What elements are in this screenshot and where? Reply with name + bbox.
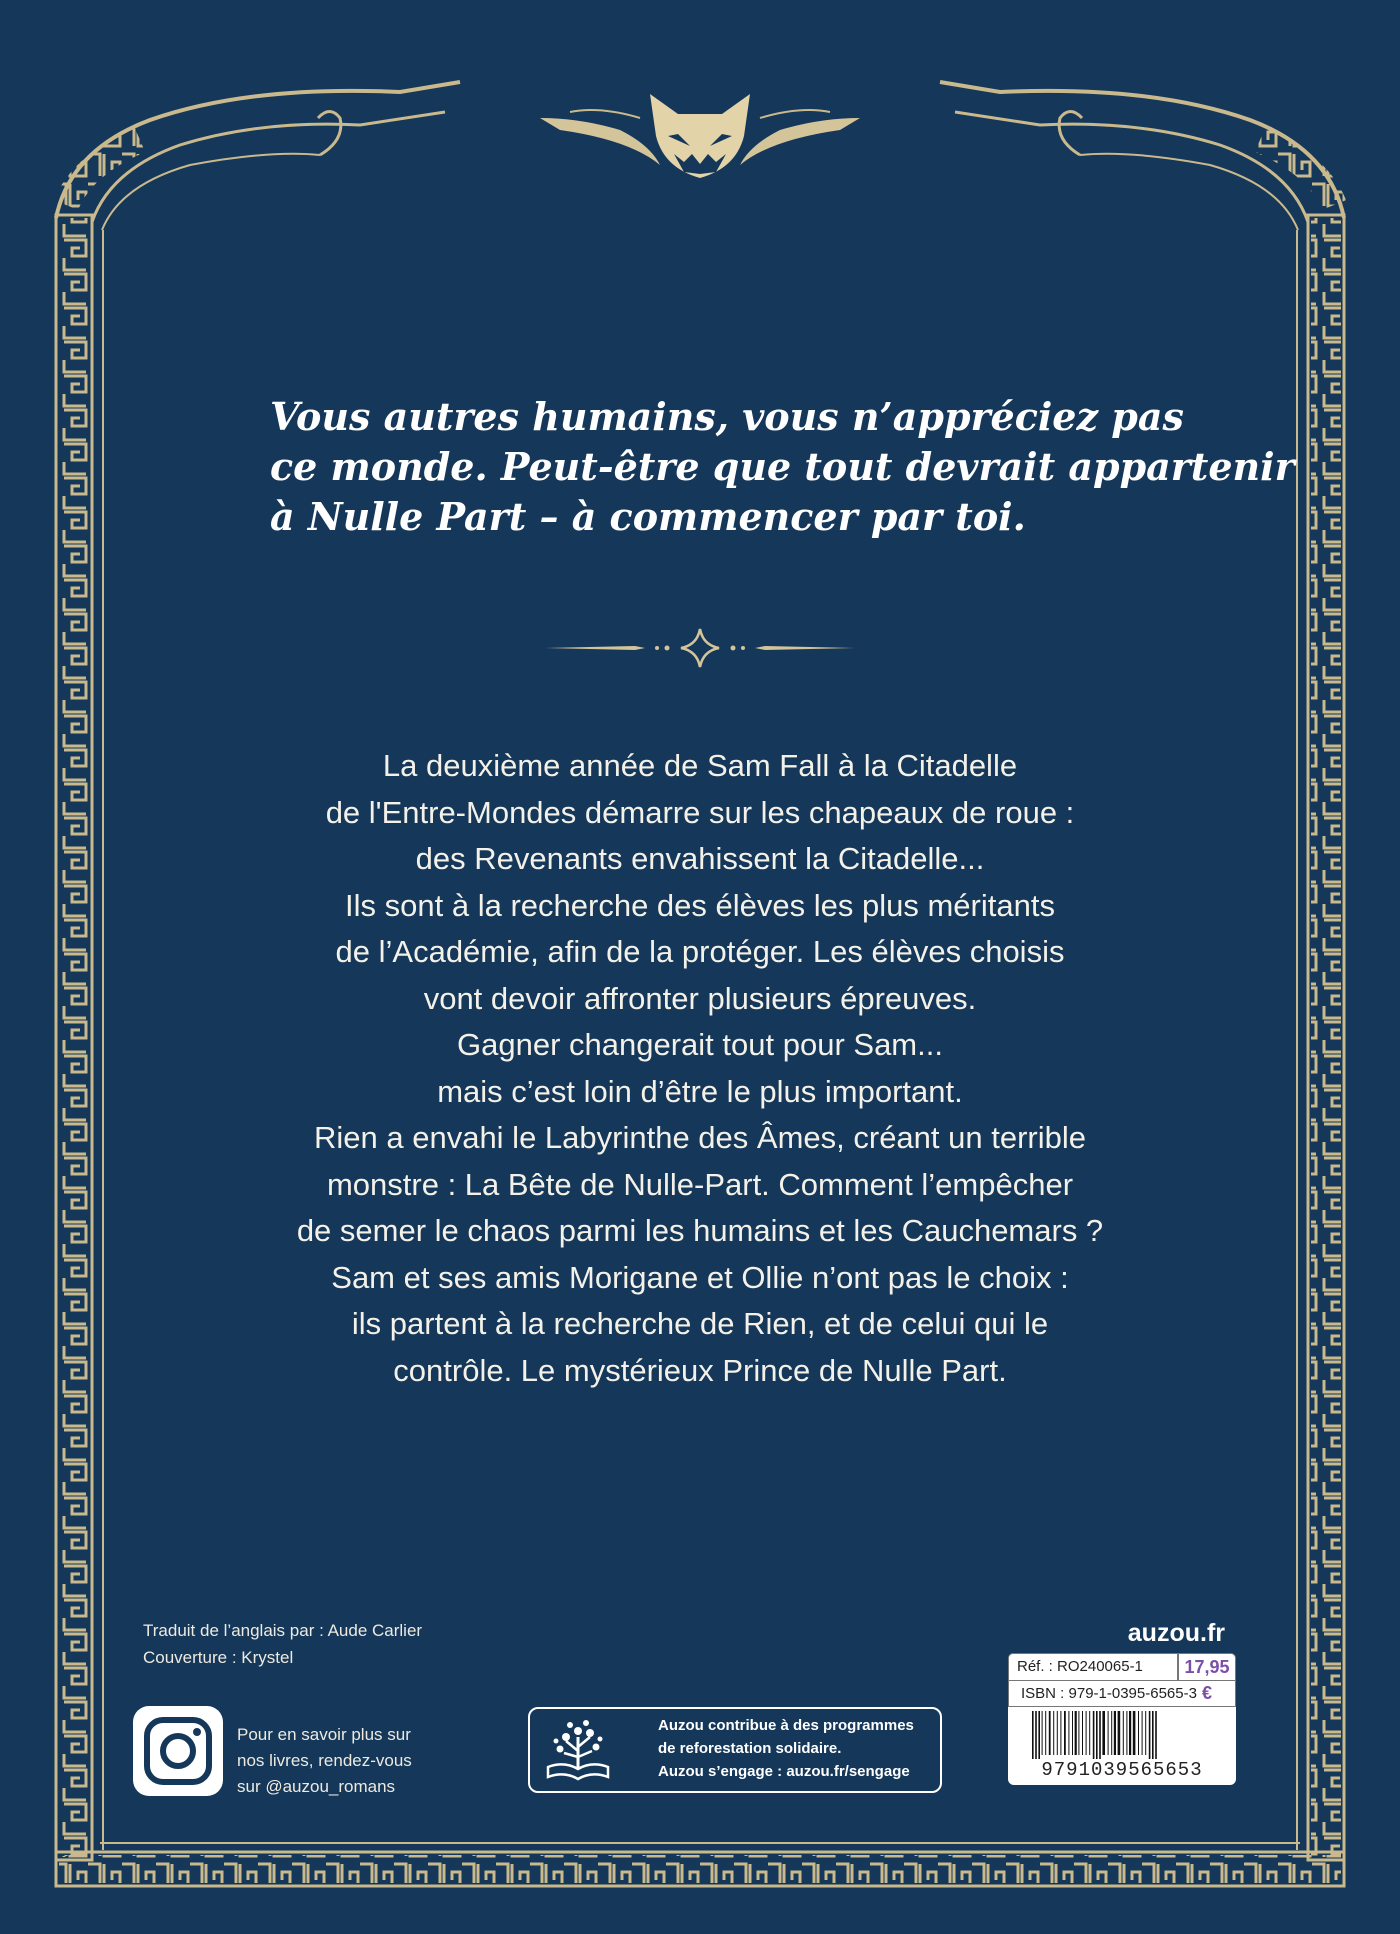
social-line: nos livres, rendez-vous (237, 1751, 412, 1770)
publisher-website[interactable]: auzou.fr (1127, 1619, 1225, 1647)
synopsis-line: Gagner changerait tout pour Sam... (457, 1027, 943, 1062)
barcode-bar (1068, 1711, 1069, 1755)
reforestation-line: Auzou contribue à des programmes (658, 1717, 914, 1734)
social-line[interactable]: sur @auzou_romans (237, 1777, 396, 1796)
tagline-line: à Nulle Part – à commencer par toi. (270, 494, 1026, 539)
social-line: Pour en savoir plus sur (237, 1725, 411, 1744)
barcode-bar (1145, 1711, 1146, 1755)
barcode-bar (1075, 1711, 1077, 1755)
barcode-bar (1096, 1711, 1098, 1759)
barcode-bar (1093, 1711, 1095, 1759)
barcode-bar (1082, 1711, 1083, 1755)
barcode-bar (1099, 1711, 1101, 1759)
barcode-bar (1060, 1711, 1061, 1755)
synopsis-line: de l’Académie, afin de la protéger. Les élèves choisis (335, 934, 1065, 969)
barcode-bar (1102, 1711, 1105, 1755)
barcode-bar (1142, 1711, 1143, 1755)
barcode-bar (1108, 1711, 1109, 1755)
tree-book-icon (540, 1717, 616, 1785)
cover-credit: Couverture : Krystel (143, 1648, 294, 1667)
barcode-bar (1078, 1711, 1079, 1755)
reforestation-line: de reforestation solidaire. (658, 1740, 842, 1757)
barcode-bar (1053, 1711, 1054, 1755)
barcode-bar (1155, 1711, 1157, 1759)
barcode-bar (1114, 1711, 1116, 1755)
price-tag: 17,95 € (1178, 1653, 1236, 1681)
barcode-bar (1042, 1711, 1043, 1755)
barcode-bar (1138, 1711, 1139, 1755)
synopsis-line: Rien a envahi le Labyrinthe des Âmes, créant un terrible (314, 1120, 1086, 1155)
barcode-bar (1035, 1711, 1037, 1759)
synopsis-line: Sam et ses amis Morigane et Ollie n’ont pas le choix : (331, 1259, 1069, 1295)
synopsis-line: des Revenants envahissent la Citadelle... (415, 841, 985, 876)
star-divider-icon (545, 625, 855, 671)
synopsis-line: contrôle. Le mystérieux Prince de Nulle Part. (393, 1352, 1007, 1388)
barcode-bar (1129, 1711, 1131, 1755)
barcode-bar (1072, 1711, 1073, 1755)
tagline-line: ce monde. Peut-être que tout devrait appartenir (270, 444, 1295, 489)
synopsis-line: mais c’est loin d’être le plus important. (437, 1073, 963, 1109)
synopsis-line: monstre : La Bête de Nulle-Part. Comment l’empêcher (326, 1166, 1074, 1202)
social-info (237, 1722, 412, 1800)
barcode-bar (1032, 1711, 1034, 1759)
synopsis-line: Ils sont à la recherche des élèves les plus méritants (345, 887, 1055, 923)
tagline-quote (270, 392, 1295, 542)
barcode-bar (1038, 1711, 1040, 1759)
barcode-bar (1152, 1711, 1154, 1759)
synopsis-line: ils partent à la recherche de Rien, et de celui qui le (351, 1306, 1049, 1341)
barcode-bar (1064, 1711, 1066, 1755)
wolf-mask-icon (640, 88, 760, 180)
reforestation-text (658, 1714, 914, 1783)
barcode-bar (1126, 1711, 1127, 1755)
barcode-bar (1089, 1711, 1090, 1755)
reference-number: Réf. : RO240065-1 (1008, 1653, 1178, 1681)
instagram-icon[interactable] (133, 1706, 223, 1796)
translator-credit: Traduit de l’anglais par : Aude Carlier (143, 1621, 423, 1640)
barcode-bar (1049, 1711, 1051, 1755)
barcode-bar (1123, 1711, 1124, 1755)
synopsis-line: vont devoir affronter plusieurs épreuves. (423, 980, 977, 1016)
credits (143, 1617, 422, 1671)
isbn-number: ISBN : 979-1-0395-6565-3 (1008, 1681, 1236, 1707)
barcode-label (1008, 1653, 1236, 1785)
synopsis-line: de semer le chaos parmi les humains et les Cauchemars ? (296, 1213, 1104, 1248)
synopsis (180, 743, 1220, 1394)
tagline-line: Vous autres humains, vous n’appréciez pas (270, 394, 1184, 439)
barcode-bar (1086, 1711, 1087, 1755)
barcode-bar (1045, 1711, 1046, 1755)
barcode-bar (1133, 1711, 1136, 1755)
barcode-bar (1057, 1711, 1058, 1755)
barcode-bar (1118, 1711, 1121, 1755)
reforestation-line[interactable]: Auzou s’engage : auzou.fr/sengage (658, 1763, 910, 1780)
barcode-digits: 9791039565653 (1041, 1759, 1203, 1781)
synopsis-line: de l'Entre-Mondes démarre sur les chapeaux de roue : (325, 794, 1075, 830)
barcode-bar (1149, 1711, 1151, 1759)
barcode-bar (1111, 1711, 1112, 1755)
barcode-bars (1032, 1711, 1212, 1759)
synopsis-line: La deuxième année de Sam Fall à la Citadelle (382, 748, 1018, 783)
